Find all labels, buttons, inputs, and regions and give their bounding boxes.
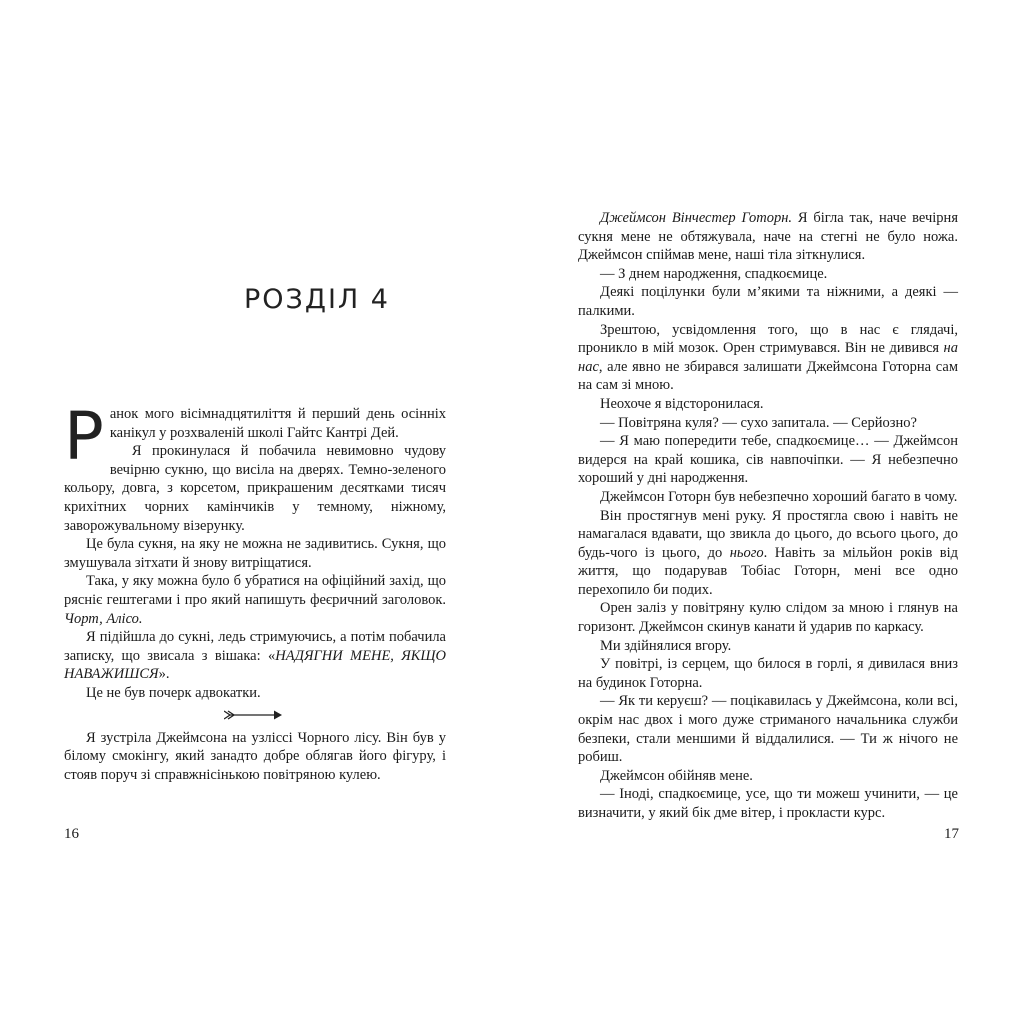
- paragraph: Джеймсон Готорн був небезпечно хороший багато в чому.: [600, 488, 958, 505]
- paragraph: Деякі поцілунки були м’якими та ніжними, а деякі — палкими.: [578, 284, 958, 319]
- paragraph: Він простягнув мені руку. Я простягла свою і навіть не намагалася вдавати, що звикла до цього, до всього цього, до будь-чого із цього, до нього. Навіть за мільйон років від життя, що подарував Тобіас Готорн, мені все одно перехопило би подих.: [578, 507, 959, 598]
- paragraph: — Я маю попередити тебе, спадкоємице… — Джеймсон видерся на край кошика, сів навпочіпки. — Я небезпечно хороший у дні народження.: [578, 433, 958, 487]
- paragraph: — Іноді, спадкоємице, усе, що ти можеш учинити, — це визначити, у який бік дме вітер, і прокласти курс.: [578, 786, 958, 821]
- paragraph: Джеймсон обійняв мене.: [600, 767, 753, 784]
- chapter-title: РОЗДІЛ 4: [244, 284, 390, 315]
- paragraph: Джеймсон Вінчестер Готорн. Я бігла так, наче вечірня сукня мене не обтяжувала, наче на стегні не було ножа. Джеймсон спіймав мене, наші тіла зіткнулися.: [578, 210, 958, 264]
- arrow-divider-icon: [224, 709, 286, 721]
- page-number-left: 16: [64, 826, 79, 842]
- right-page-text: [578, 209, 958, 823]
- paragraph: Я зустріла Джеймсона на узліссі Чорного лісу. Він був у білому смокінгу, який занадто добре облягав його фігуру, і стояв поруч зі справжнісінькою повітряною кулею.: [64, 729, 446, 783]
- paragraph: Зрештою, усвідомлення того, що в нас є глядачі, проникло в мій мозок. Орен стримувався. Він не дивився на нас, але явно не збирався залишати Джеймсона Готорна сам на сам зі мною.: [578, 321, 958, 394]
- paragraph: Це була сукня, на яку не можна не задивитись. Сукня, що змушувала зітхати й знову витріщатися.: [64, 536, 446, 571]
- paragraph: Така, у яку можна було б убратися на офіційний захід, що рясніє гештегами і про який напишуть феєричний заголовок. Чорт, Алісо.: [64, 573, 446, 627]
- page-number-right: 17: [944, 826, 959, 842]
- opening-paragraph: Ранок мого вісімнадцятиліття й перший день осінніх канікул у розхваленій школі Гайтс Кантрі Дей.: [64, 398, 446, 475]
- paragraph: Орен заліз у повітряну кулю слідом за мною і глянув на горизонт. Джеймсон скинув канати й ударив по каркасу.: [578, 600, 958, 636]
- paragraph: Ми здійнялися вгору.: [600, 637, 732, 654]
- paragraph: — Повітряна куля? — сухо запитала. — Серйозно?: [600, 414, 917, 431]
- paragraph: У повітрі, із серцем, що билося в горлі, я дивилася вниз на будинок Готорна.: [578, 656, 958, 691]
- paragraph: — З днем народження, спадкоємице.: [600, 265, 828, 282]
- paragraph: Я підійшла до сукні, ледь стримуючись, а потім побачила записку, що звисала з вішака: «НАДЯГНИ МЕНЕ, ЯКЩО НАВАЖИШСЯ».: [64, 629, 447, 683]
- paragraph: — Як ти керуєш? — поцікавилась у Джеймсона, коли всі, окрім нас двох і мого дуже стриманого начальника служби безпеки, стали меншими й віддалилися. — Ти ж нічого не робиш.: [578, 693, 958, 766]
- paragraph: Неохоче я відсторонилася.: [600, 395, 764, 412]
- paragraph: Це не був почерк адвокатки.: [86, 684, 261, 701]
- paragraph: Я прокинулася й побачила невимовно чудову вечірню сукню, що висіла на дверях. Темно-зеленого кольору, довга, з корсетом, прикрашеним десятками тисяч крихітних чорних камінчиків у темному, ніжному, заворожувальному візерунку.: [64, 443, 446, 534]
- left-page-text: [64, 398, 447, 784]
- drop-cap: Р: [64, 398, 104, 475]
